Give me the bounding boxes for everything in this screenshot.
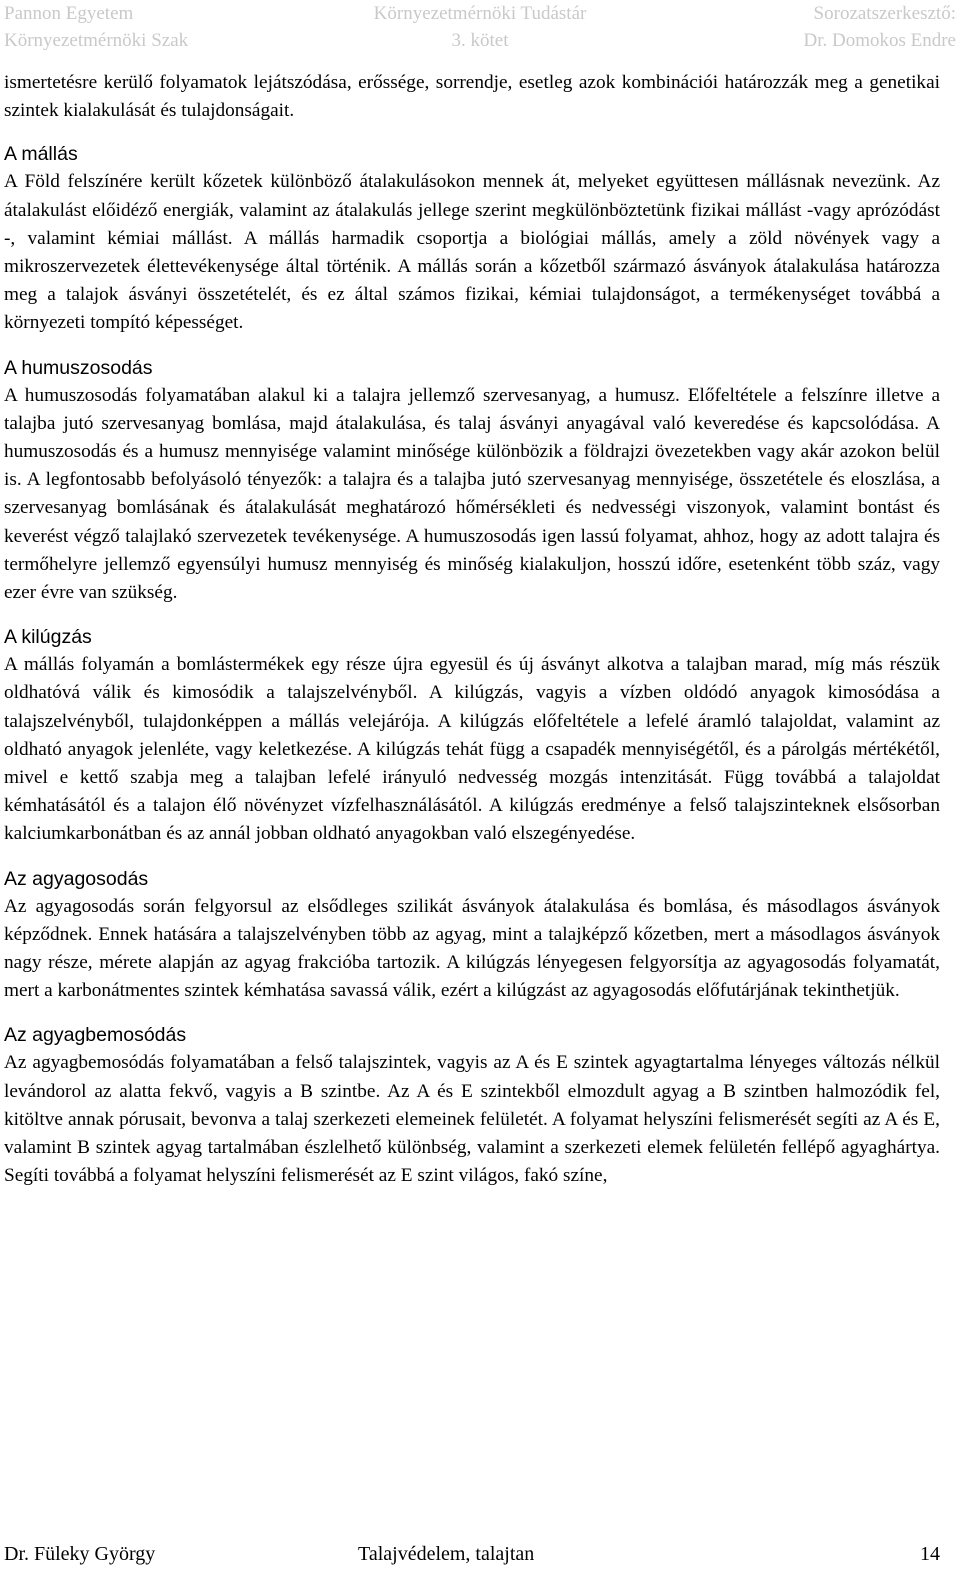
header-faculty: Környezetmérnöki Szak [4, 30, 189, 51]
header-volume: 3. kötet [451, 30, 509, 51]
section-title-humuszosodas: A humuszosodás [4, 356, 153, 379]
header-editor-label: Sorozatszerkesztő: [813, 3, 956, 24]
footer-title: Talajvédelem, talajtan [358, 1543, 535, 1565]
section-title-agyagbemosodas: Az agyagbemosódás [4, 1024, 187, 1047]
section-text-mallas: A Föld felszínére került kőzetek különböző átalakulásokon mennek át, melyeket együttesen mállásnak nevezünk. Az átalakulást előidéző energiák, valamint az átalakulás jellege szerint megkülönböztetünk fizikai mállást -vagy aprózódást -, valamint kémiai mállást. A mállás harmadik csoportja a biológiai mállás, amely a zöld növények vagy a mikroszervezetek élettevékenysége által történik. A mállás során a kőzetből származó ásványok átalakulása határozza meg a talajok ásványi összetételét, és ez által számos fizikai, kémiai tulajdonságot, a termékenységet továbbá a környezeti tompító képességet. [4, 171, 940, 334]
header-editor-name: Dr. Domokos Endre [803, 30, 956, 51]
page-header [4, 0, 956, 56]
header-series: Környezetmérnöki Tudástár [373, 3, 587, 24]
document-body [4, 69, 940, 1191]
footer-author: Dr. Füleky György [4, 1543, 156, 1565]
section-text-agyagosodas: Az agyagosodás során felgyorsul az elsődleges szilikát ásványok átalakulása és bomlása, és másodlagos ásványok képződnek. Ennek hatására a talajszelvényben több az agyag, mint a talajképző kőzetben, mert a másodlagos ásványok nagy része, mérete alapján az agyag frakcióba tartozik. A kilúgzás lényegesen felgyorsítja az agyagosodás folyamatát, mert a karbonátmentes szintek kémhatása savassá válik, ezért a kilúgzást az agyagosodás előfutárjának tekinthetjük. [4, 895, 940, 1002]
section-text-humuszosodas: A humuszosodás folyamatában alakul ki a talajra jellemző szervesanyag, a humusz. Előfeltétele a felszínre illetve a talajba jutó szervesanyag bomlása, majd átalakulása, és talaj ásványi anyagával való keveredése és kapcsolódása. A humuszosodás és a humusz mennyisége valamint minősége különbözik a földrajzi övezetekben vagy akár azokon belül is. A legfontosabb befolyásoló tényezők: a talajra és a talajba jutó szervesanyag mennyisége, összetétele és eloszlása, a szervesanyag bomlásának és átalakulását meghatározó hőmérsékleti és nedvességi viszonyok, valamint bontást és keverést végző talajlakó szervezetek tevékenysége. A humuszosodás igen lassú folyamat, ahhoz, hogy az adott talajra és termőhelyre jellemző egyensúlyi humusz mennyiség és minőség kialakuljon, hosszú időre, esetenként több száz, vagy ezer évre van szükség. [4, 384, 940, 604]
header-university: Pannon Egyetem [4, 3, 134, 24]
intro-paragraph: ismertetésre kerülő folyamatok lejátszódása, erőssége, sorrendje, esetleg azok kombinációi határozzák meg a genetikai szintek kialakulását és tulajdonságait. [4, 72, 940, 122]
page-footer [4, 1540, 940, 1568]
section-title-mallas: A mállás [4, 143, 78, 166]
page-number: 14 [920, 1543, 940, 1565]
section-text-agyagbemosodas: Az agyagbemosódás folyamatában a felső talajszintek, vagyis az A és E szintek agyagtartalma lényeges változás nélkül levándorol az alatta fekvő, vagyis a B szintbe. Az A és E szintekből elmozdult agyag a B szintben halmozódik fel, kitöltve annak pórusait, bevonva a talaj szerkezeti elemeinek felületét. A folyamat helyszíni felismerését segíti az A és E, valamint B szintek agyag tartalmában észlelhető különbség, valamint a szerkezeti elemek felületén fellépő agyaghártya. Segíti továbbá a folyamat helyszíni felismerését az E szint világos, fakó színe, [4, 1052, 940, 1187]
section-title-agyagosodas: Az agyagosodás [4, 867, 149, 890]
section-text-kilugzas: A mállás folyamán a bomlástermékek egy része újra egyesül és új ásványt alkotva a talajban marad, míg más részük oldhatóvá válik és kimosódik a talajszelvényből. A kilúgzás, vagyis a vízben oldódó anyagok kimosódása a talajszelvényből, tulajdonképpen a mállás velejárója. A kilúgzás előfeltétele a lefelé áramló talajoldat, valamint az oldható anyagok jelenléte, vagy keletkezése. A kilúgzás tehát függ a csapadék mennyiségétől, és a párolgás mértékétől, mivel e kettő szabja meg a talajban lefelé irányuló nedvesség mozgás intenzitását. Függ továbbá a talajoldat kémhatásától és a talajon élő növényzet vízfelhasználásától. A kilúgzás eredménye a felső talajszinteknek elsősorban kalciumkarbonátban és az annál jobban oldható anyagokban való elszegényedése. [4, 654, 940, 845]
header-right [803, 0, 956, 54]
section-title-kilugzas: A kilúgzás [4, 626, 92, 649]
